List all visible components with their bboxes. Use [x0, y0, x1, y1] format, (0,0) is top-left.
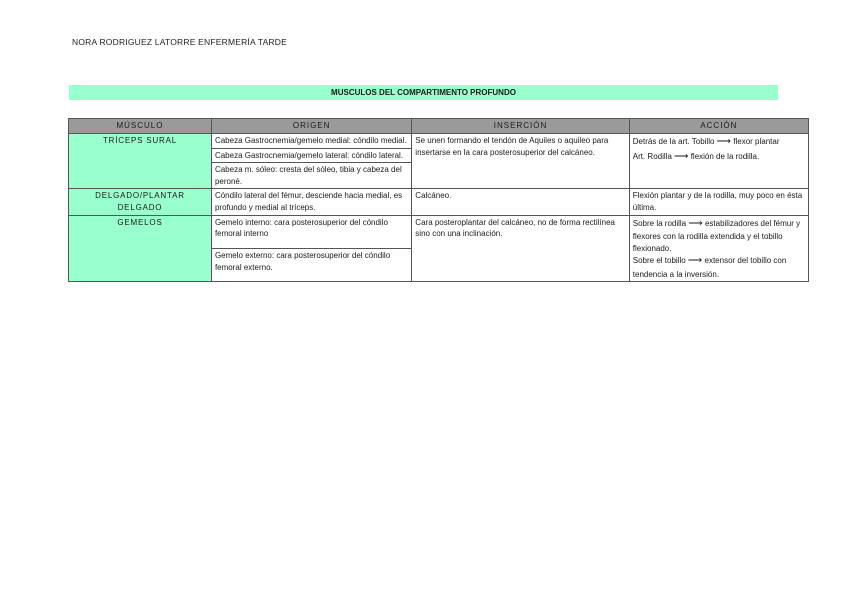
muscle-cell: DELGADO/PLANTAR DELGADO	[69, 189, 212, 215]
action-effect: flexión de la rodilla.	[690, 151, 760, 161]
action-line	[633, 150, 805, 165]
table-title: MUSCULOS DEL COMPARTIMENTO PROFUNDO	[69, 85, 778, 100]
column-header-insercion: INSERCIÓN	[412, 119, 629, 134]
origin-cell: Cabeza Gastrocnemia/gemelo medial: cóndilo medial.	[211, 134, 411, 149]
author-line: NORA RODRIGUEZ LATORRE ENFERMERÍA TARDE	[72, 37, 287, 47]
insertion-cell: Calcáneo.	[412, 189, 629, 215]
origin-cell: Cabeza Gastrocnemia/gemelo lateral: cóndilo lateral.	[211, 148, 411, 163]
action-subject: Sobre el tobillo	[632, 256, 686, 266]
muscle-table	[68, 118, 809, 282]
action-line	[633, 135, 805, 150]
action-cell	[629, 134, 808, 189]
origin-cell: Gemelo interno: cara posterosuperior del cóndilo femoral interno	[211, 215, 411, 248]
origin-cell: Gemelo externo: cara posterosuperior del cóndilo femoral externo.	[211, 248, 411, 281]
column-header-musculo: MÚSCULO	[69, 119, 212, 134]
muscle-cell: GEMELOS	[69, 215, 212, 282]
muscle-cell: TRÍCEPS SURAL	[69, 134, 212, 189]
table-row	[69, 134, 809, 149]
origin-cell: Cabeza m. sóleo: cresta del sóleo, tibia y cabeza del peroné.	[211, 163, 411, 189]
table-row	[69, 189, 809, 215]
arrow-right-icon: ⟶	[688, 217, 703, 229]
table-row	[69, 215, 809, 248]
action-subject: Sobre la rodilla	[632, 218, 687, 228]
action-line	[633, 254, 805, 280]
table-header-row	[69, 119, 809, 134]
arrow-right-icon: ⟶	[716, 136, 732, 147]
action-effect: estabilizadores del fémur y flexores con la rodilla extendida y el tobillo flexionado.	[632, 218, 801, 253]
column-header-origen: ORIGEN	[211, 119, 411, 134]
action-subject: Detrás de la art. Tobillo	[632, 137, 715, 146]
action-line	[633, 217, 805, 255]
action-cell	[629, 215, 808, 282]
action-subject: Art. Rodilla	[632, 151, 672, 161]
arrow-right-icon: ⟶	[674, 150, 689, 162]
arrow-right-icon: ⟶	[687, 255, 703, 267]
action-cell: Flexión plantar y de la rodilla, muy poco en ésta última.	[629, 189, 808, 215]
column-header-accion: ACCIÓN	[629, 119, 808, 134]
action-effect: flexor plantar	[733, 137, 780, 146]
insertion-cell: Cara posteroplantar del calcáneo, no de forma rectilínea sino con una inclinación.	[412, 215, 629, 282]
origin-cell: Cóndilo lateral del fémur, desciende hacia medial, es profundo y medial al tríceps.	[211, 189, 411, 215]
insertion-cell: Se unen formando el tendón de Aquiles o aquileo para insertarse en la cara posterosuperior del calcáneo.	[412, 134, 629, 189]
action-effect: extensor del tobillo con tendencia a la inversión.	[632, 256, 787, 279]
